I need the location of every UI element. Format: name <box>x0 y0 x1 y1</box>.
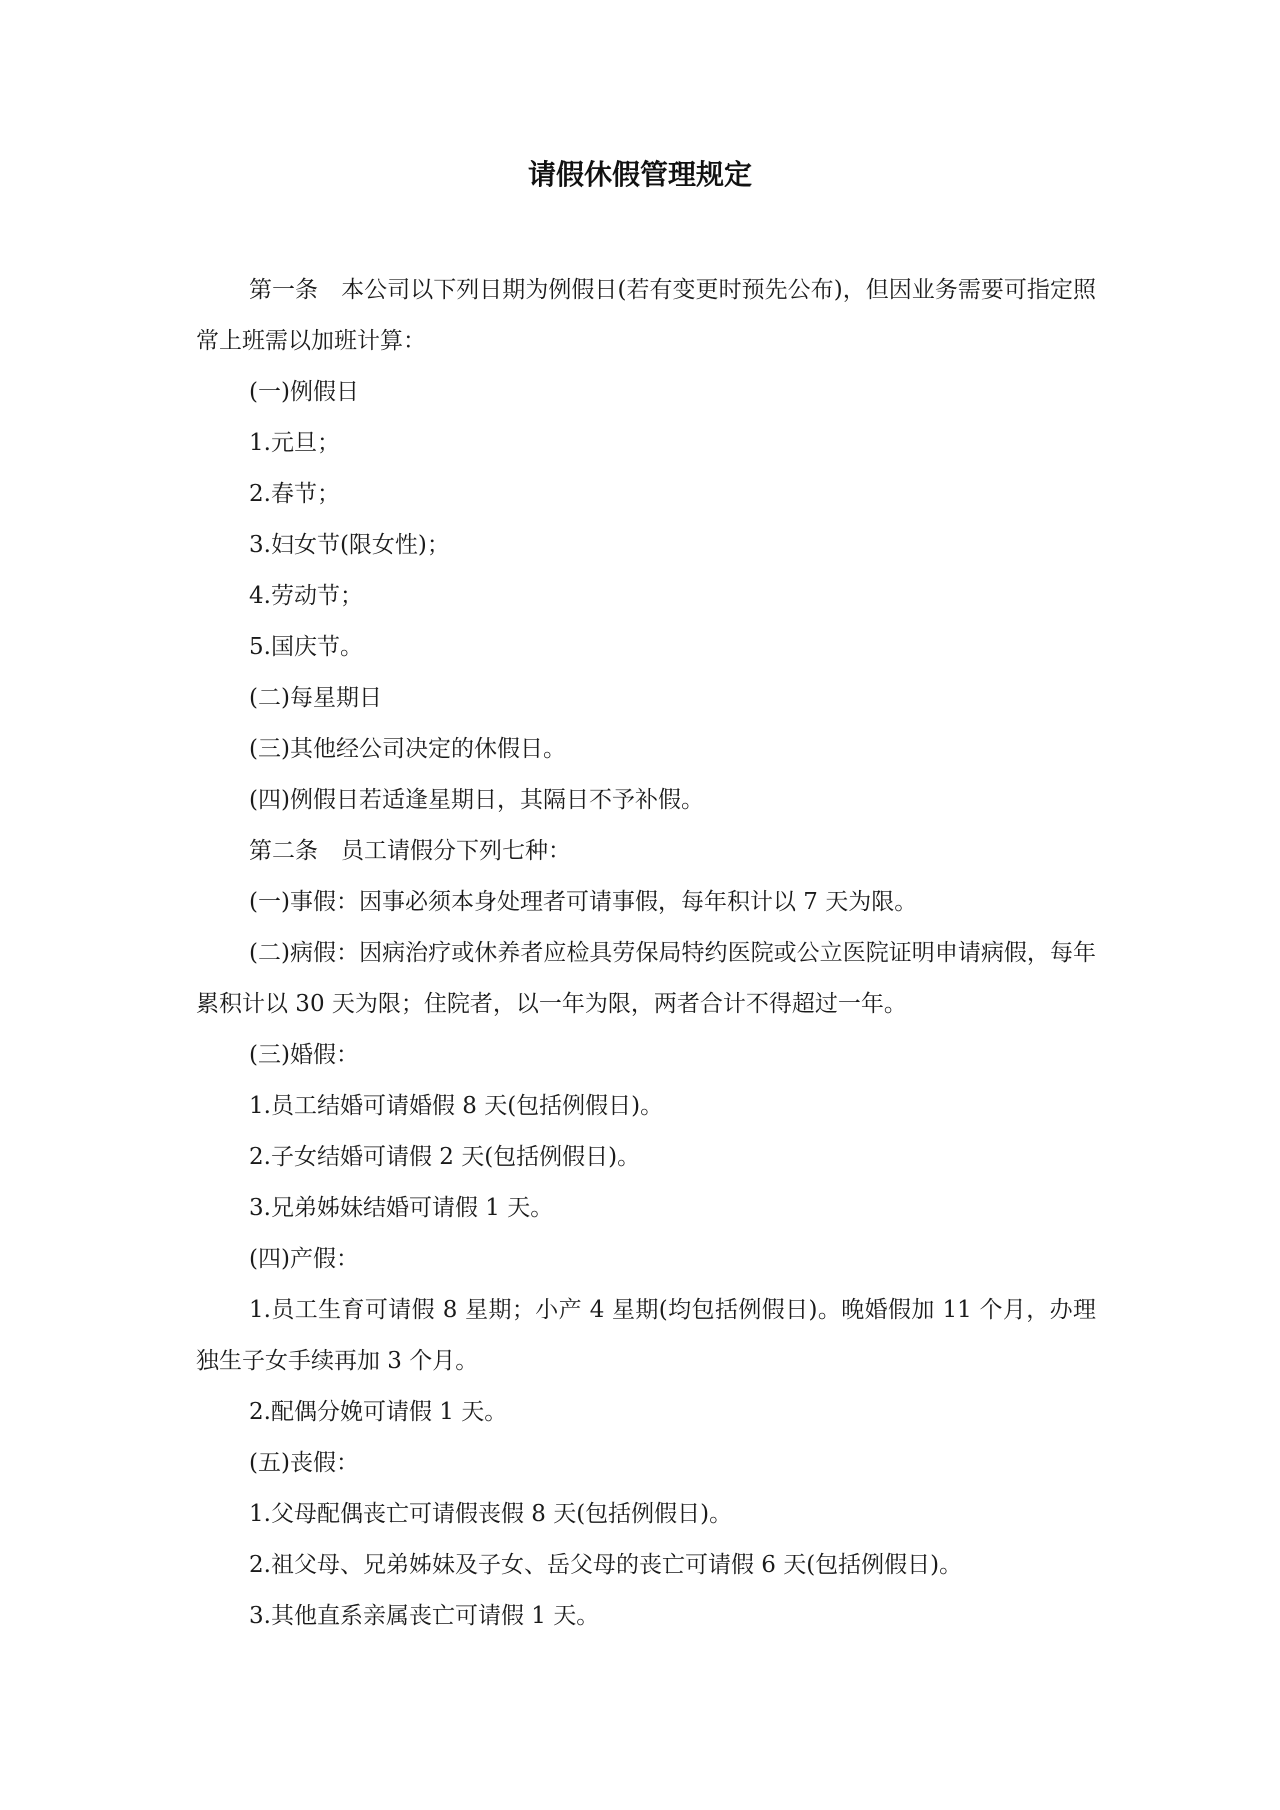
paragraph-marriage-leave-2: 2.子女结婚可请假 2 天(包括例假日)。 <box>249 1144 641 1170</box>
document-title: 请假休假管理规定 <box>527 158 752 191</box>
paragraph-bereavement-leave-heading: (五)丧假： <box>249 1450 359 1476</box>
paragraph-article-1: 第一条 本公司以下列日期为例假日(若有变更时预先公布)，但因业务需要可指定照常上班需以加班计算： <box>196 277 1096 354</box>
paragraph-marriage-leave-3: 3.兄弟姊妹结婚可请假 1 天。 <box>249 1195 554 1221</box>
paragraph-bereavement-leave-1: 1.父母配偶丧亡可请假丧假 8 天(包括例假日)。 <box>249 1501 733 1527</box>
paragraph-womens-day: 3.妇女节(限女性)； <box>249 532 450 558</box>
paragraph-marriage-leave-1: 1.员工结婚可请婚假 8 天(包括例假日)。 <box>249 1093 664 1119</box>
paragraph-holiday-heading: (一)例假日 <box>249 379 359 405</box>
paragraph-sunday: (二)每星期日 <box>249 685 382 711</box>
paragraph-personal-leave: (一)事假：因事必须本身处理者可请事假，每年积计以 7 天为限。 <box>249 889 918 915</box>
paragraph-article-2: 第二条 员工请假分下列七种： <box>249 838 571 864</box>
paragraph-spring-festival: 2.春节； <box>249 481 340 507</box>
paragraph-maternity-leave-2: 2.配偶分娩可请假 1 天。 <box>249 1399 508 1425</box>
paragraph-no-makeup: (四)例假日若适逢星期日，其隔日不予补假。 <box>249 787 704 813</box>
paragraph-labour-day: 4.劳动节； <box>249 583 363 609</box>
paragraph-bereavement-leave-2: 2.祖父母、兄弟姊妹及子女、岳父母的丧亡可请假 6 天(包括例假日)。 <box>249 1552 963 1578</box>
paragraph-bereavement-leave-3: 3.其他直系亲属丧亡可请假 1 天。 <box>249 1603 600 1629</box>
paragraph-new-year: 1.元旦； <box>249 430 340 456</box>
paragraph-maternity-leave-1: 1.员工生育可请假 8 星期；小产 4 星期(均包括例假日)。晚婚假加 11 个月，办理独生子女手续再加 3 个月。 <box>196 1297 1096 1374</box>
paragraph-marriage-leave-heading: (三)婚假： <box>249 1042 359 1068</box>
paragraph-national-day: 5.国庆节。 <box>249 634 363 660</box>
document-body <box>196 265 1096 1642</box>
paragraph-sick-leave: (二)病假：因病治疗或休养者应检具劳保局特约医院或公立医院证明申请病假，每年累积计以 30 天为限；住院者，以一年为限，两者合计不得超过一年。 <box>196 940 1096 1017</box>
paragraph-other-holidays: (三)其他经公司决定的休假日。 <box>249 736 566 762</box>
paragraph-maternity-leave-heading: (四)产假： <box>249 1246 359 1272</box>
